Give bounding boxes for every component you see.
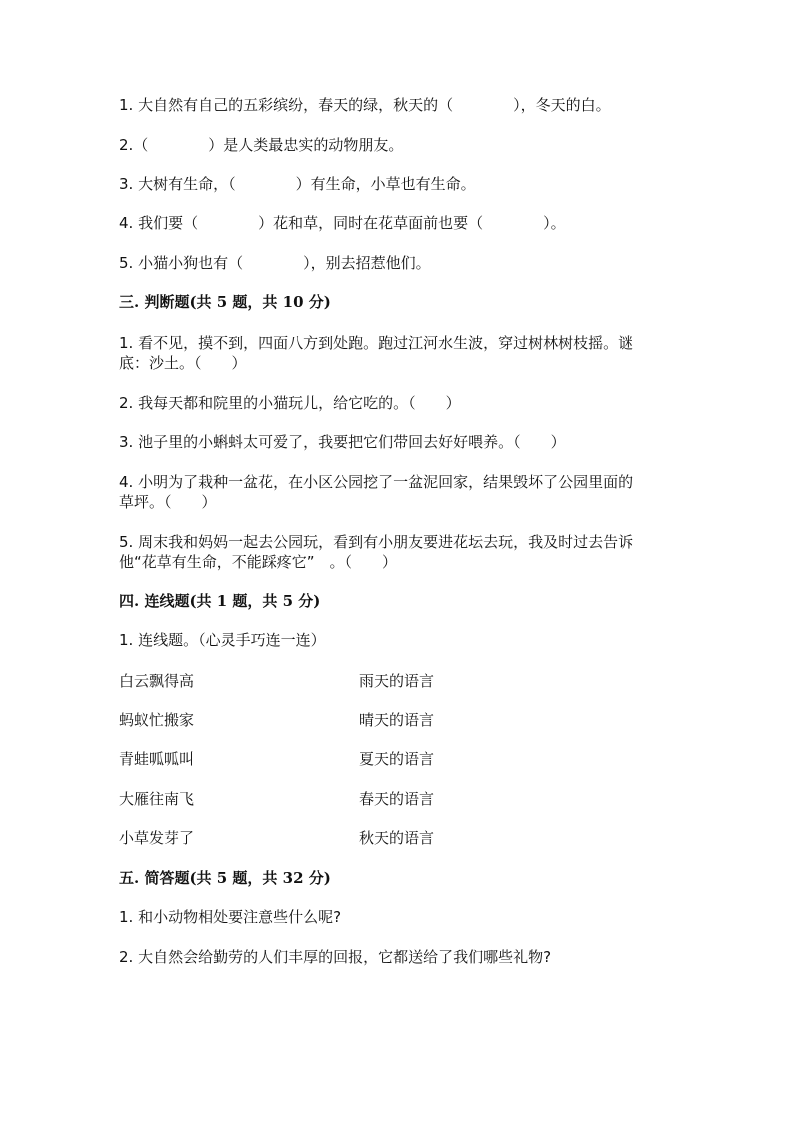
match-left-item: 白云飘得高 [119,672,195,690]
match-left-item: 青蛙呱呱叫 [119,750,195,768]
match-left-item: 大雁往南飞 [119,790,195,808]
judge-question-4-line-1: 4. 小明为了栽种一盆花，在小区公园挖了一盆泥回家，结果毁坏了公园里面的 [119,473,634,491]
short-answer-question-1: 1. 和小动物相处要注意些什么呢? [119,908,342,926]
judge-question-1-line-2: 底：沙土。（ ） [119,354,247,372]
match-right-item: 春天的语言 [359,790,435,808]
judge-question-1-line-1: 1. 看不见，摸不到，四面八方到处跑。跑过江河水生波，穿过树林树枝摇。谜 [119,334,634,352]
fill-blank-question-3: 3. 大树有生命，（ ）有生命，小草也有生命。 [119,175,476,193]
section-heading-short-answer: 五. 简答题(共 5 题，共 32 分) [119,869,331,887]
match-right-item: 夏天的语言 [359,750,435,768]
judge-question-5-line-1: 5. 周末我和妈妈一起去公园玩，看到有小朋友要进花坛去玩，我及时过去告诉 [119,533,634,551]
match-left-item: 蚂蚁忙搬家 [119,711,195,729]
fill-blank-question-5: 5. 小猫小狗也有（ ），别去招惹他们。 [119,254,431,272]
judge-question-2: 2. 我每天都和院里的小猫玩儿，给它吃的。（ ） [119,394,461,412]
fill-blank-question-4: 4. 我们要（ ）花和草，同时在花草面前也要（ ）。 [119,214,566,232]
fill-blank-question-2: 2.（ ）是人类最忠实的动物朋友。 [119,136,404,154]
match-right-item: 雨天的语言 [359,672,435,690]
judge-question-3: 3. 池子里的小蝌蚪太可爱了，我要把它们带回去好好喂养。（ ） [119,433,566,451]
match-left-item: 小草发芽了 [119,829,195,847]
judge-question-5-line-2: 他“花草有生命，不能踩疼它” 。（ ） [119,553,398,571]
section-heading-match: 四. 连线题(共 1 题，共 5 分) [119,592,321,610]
short-answer-question-2: 2. 大自然会给勤劳的人们丰厚的回报，它都送给了我们哪些礼物? [119,948,552,966]
fill-blank-question-1: 1. 大自然有自己的五彩缤纷，春天的绿，秋天的（ ），冬天的白。 [119,96,611,114]
judge-question-4-line-2: 草坪。（ ） [119,493,217,511]
match-prompt: 1. 连线题。（心灵手巧连一连） [119,631,326,649]
match-right-item: 晴天的语言 [359,711,435,729]
match-right-item: 秋天的语言 [359,829,435,847]
section-heading-judge: 三. 判断题(共 5 题，共 10 分) [119,293,331,311]
